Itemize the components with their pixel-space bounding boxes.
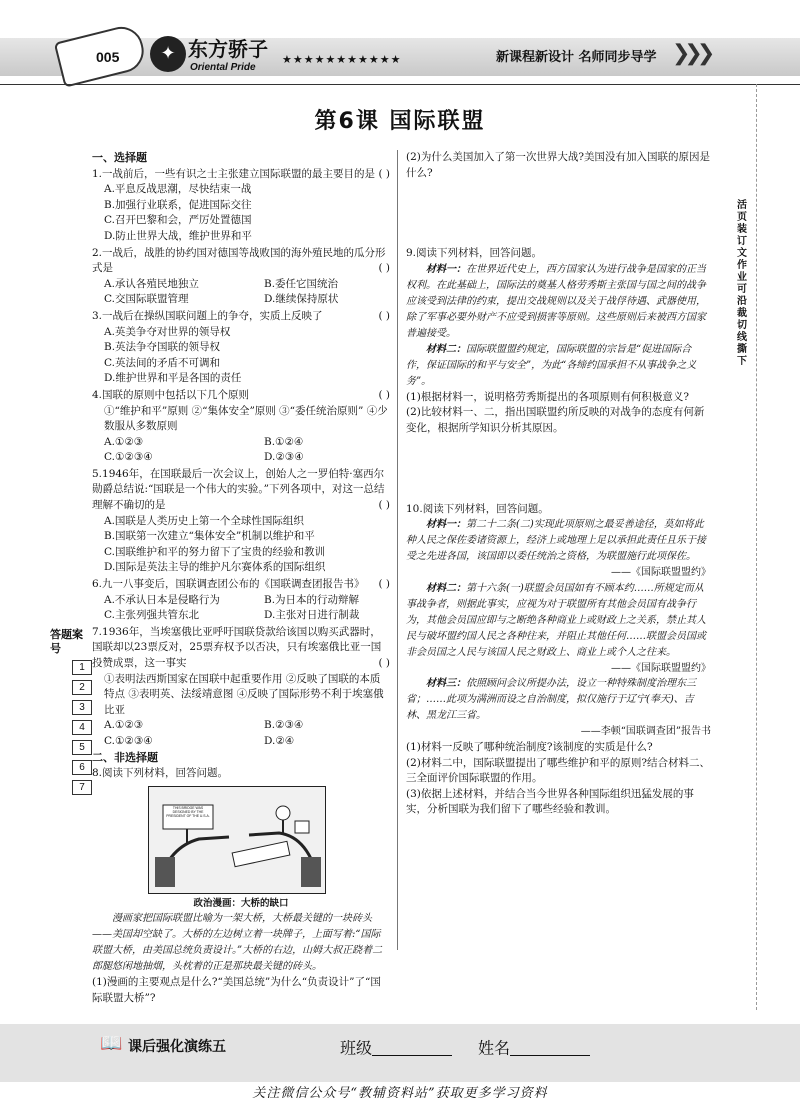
option: D.维护世界和平是各国的责任 (104, 372, 242, 385)
sub-question: (1)漫画的主要观点是什么?“美国总统”为什么“负责设计”了“国际联盟大桥”? (92, 976, 381, 1004)
answer-blank: ( ) (378, 578, 390, 591)
option: B.①②④ (264, 435, 304, 448)
option: D.防止世界大战，维护世界和平 (104, 229, 252, 242)
wechat-note: 关注微信公众号“教辅资料站”获取更多学习资料 (252, 1086, 548, 1101)
cut-line (756, 84, 757, 1010)
option: B.国联第一次建立“集体安全”机制以维护和平 (104, 530, 315, 543)
answer-space (406, 181, 711, 245)
material-label: 材料一： (426, 519, 466, 531)
question-stem: 10.阅读下列材料，回答问题。 (406, 502, 549, 515)
sub-question: (2)比较材料一、二，指出国联盟约所反映的对战争的态度有何新变化，根据所学知识分析其原因。 (406, 406, 705, 434)
option: A.平息反战思潮，尽快结束一战 (104, 183, 252, 196)
option: C.①②③④ (104, 734, 153, 747)
question-9 (406, 246, 711, 436)
material-text: 依照顾问会议所提办法，设立一种特殊制度治理东三省；……此项为满洲而设之自治制度，拟仅施行于辽宁(奉天)、吉林、黑龙江三省。 (406, 678, 696, 722)
question-stem: 6.九一八事变后，国联调查团公布的《国联调查团报告书》 (92, 578, 365, 591)
header-rule (0, 84, 800, 85)
option: A.国联是人类历史上第一个全球性国际组织 (104, 514, 304, 527)
brand-name: 东方骄子 (188, 37, 268, 61)
question-stem: 3.一战后在操纵国联问题上的争夺，实质上反映了 (92, 309, 323, 322)
question-stem: 5.1946年，在国联最后一次会议上，创始人之一罗伯特·塞西尔勋爵总结说:“国联是一个伟大的实验。”下列各项中，对这一总结理解不确切的是 (92, 467, 385, 512)
header-slogan: 新课程新设计 名师同步导学 (496, 50, 657, 65)
book-icon: 📖 (100, 1033, 123, 1054)
option: B.英法争夺国联的领导权 (104, 341, 221, 354)
material-source: ——《国际联盟盟约》 (611, 567, 711, 579)
column-divider (397, 150, 398, 950)
question-3 (92, 309, 390, 387)
star-row: ★★★★★★★★★★★ (282, 53, 402, 66)
material-label: 材料二： (426, 343, 466, 355)
option: A.承认各殖民地独立 (104, 277, 199, 290)
question-2 (92, 246, 390, 308)
option: A.①②③ (104, 435, 144, 448)
bridge-cartoon-illustration (149, 787, 326, 894)
question-items: ①“维护和平”原则 ②“集体安全”原则 ③“委任统治原则” ④少数服从多数原则 (104, 404, 388, 433)
question-items: ①表明法西斯国家在国联中起重要作用 ②反映了国联的本质特点 ③表明英、法绥靖意图 ④反映了国际形势不利于埃塞俄比亚 (104, 672, 384, 716)
brand-logo-icon: ✦ (150, 36, 186, 72)
question-7 (92, 625, 390, 750)
material-text: 第十六条(一)联盟会员国如有不顾本约……所规定而从事战争者，则据此事实，应视为对于联盟所有其他会员国有战争行为，其他会员国应即与之断绝各种商业上或财政上之关系，禁止其人民与破坏盟约国人民之各种往来，并阻止其他任何……联盟会员国或非会员国之人民与该国人民之财政上、商业上或个人之往来。 (406, 582, 706, 658)
name-underline[interactable] (510, 1040, 590, 1056)
option: C.主张列强共管东北 (104, 609, 199, 622)
answer-box[interactable]: 1 (72, 660, 92, 675)
sub-question: (1)根据材料一，说明格劳秀斯提出的各项原则有何积极意义? (406, 390, 690, 403)
material-text: 国际联盟盟约规定，国际联盟的宗旨是“促进国际合作，保证国际的和平与安全”，为此“各缔约国承担不从事战争之义务”。 (406, 343, 697, 387)
answer-blank: ( ) (378, 499, 390, 512)
option: A.不承认日本是侵略行为 (104, 593, 220, 606)
class-underline[interactable] (372, 1040, 452, 1056)
question-10 (406, 502, 711, 818)
political-cartoon (148, 786, 326, 894)
answer-blank: ( ) (378, 388, 390, 401)
question-5 (92, 467, 390, 576)
left-column (92, 150, 390, 1007)
material-source: ——《国际联盟盟约》 (611, 662, 711, 674)
option: B.为日本的行动辩解 (264, 593, 360, 606)
sub-question: (3)依据上述材料，并结合当今世界各种国际组织迅猛发展的事实，分析国联为我们留下了哪些经验和教训。 (406, 787, 694, 816)
question-1 (92, 167, 390, 245)
answer-blank: ( ) (378, 262, 390, 275)
option: D.主张对日进行制裁 (264, 609, 360, 622)
section-heading-nonchoice: 二、非选择题 (92, 750, 158, 764)
answer-box[interactable]: 6 (72, 760, 92, 775)
material-text: 在世界近代史上，西方国家认为进行战争是国家的正当权利。在此基础上，国际法的奠基人格劳秀斯主张国与国之间的战争应该受到法律的约束，提出交战规则以及关于战俘待遇、武器使用，除了军事必要外财产不应受到损害等原则。这些原则后来被西方国家普遍接受。 (406, 263, 706, 339)
option: D.②③④ (264, 451, 304, 464)
option: B.加强行业联系，促进国际交往 (104, 198, 252, 211)
question-6 (92, 577, 390, 624)
right-column (406, 150, 711, 818)
question-stem: 8.阅读下列材料，回答问题。 (92, 767, 229, 780)
cartoon-sign-text: THIS BRIDGE WAS DESIGNED BY THE PRESIDENT OF THE U.S.A. (166, 805, 210, 818)
question-stem: 9.阅读下列材料，回答问题。 (406, 247, 543, 260)
option: D.国际是英法主导的维护凡尔赛体系的国际组织 (104, 561, 326, 574)
name-label: 姓名 (478, 1038, 511, 1058)
question-8 (92, 766, 390, 1006)
answer-blank: ( ) (378, 309, 390, 322)
answer-blank: ( ) (378, 657, 390, 669)
answer-box[interactable]: 3 (72, 700, 92, 715)
option: A.英美争夺对世界的领导权 (104, 325, 231, 338)
material-label: 材料一： (426, 263, 466, 275)
name-field[interactable] (478, 1040, 590, 1056)
answer-grid-title: 答题案号 (50, 628, 83, 655)
question-stem: 7.1936年，当埃塞俄比亚呼吁国联贷款给该国以购买武器时，国联却以23票反对，25票弃权予以否决，只有埃塞俄比亚一国投赞成票，这一事实 (92, 625, 382, 669)
option: B.委任它国统治 (264, 277, 339, 290)
question-stem: 1.一战前后，一些有识之士主张建立国际联盟的最主要目的是 (92, 167, 376, 180)
material-text: 漫画家把国际联盟比喻为一架大桥，大桥最关键的一块砖头——美国却空缺了。大桥的左边树立着一块牌子，上面写着:“国际联盟大桥，由美国总统负责设计。”大桥的右边，山姆大叔正跷着二郎腿悠闲地抽烟，头枕着的正是那块最关键的砖头。 (92, 913, 383, 973)
option: B.②③④ (264, 719, 304, 732)
option: C.国联维护和平的努力留下了宝贵的经验和教训 (104, 545, 325, 558)
sub-question: (2)材料二中，国际联盟提出了哪些维护和平的原则?结合材料二、三全面评价国际联盟的作用。 (406, 756, 711, 785)
answer-box[interactable]: 2 (72, 680, 92, 695)
answer-box[interactable]: 7 (72, 780, 92, 795)
section-heading-choice: 一、选择题 (92, 151, 147, 164)
option: D.②④ (264, 734, 295, 747)
option: C.召开巴黎和会，严厉处置德国 (104, 214, 252, 227)
page-number: 005 (96, 49, 120, 65)
material-label: 材料二： (426, 582, 466, 594)
option: D.继续保持原状 (264, 293, 339, 306)
answer-blank: ( ) (378, 167, 390, 180)
sub-question: (2)为什么美国加入了第一次世界大战?美国没有加入国联的原因是什么? (406, 151, 711, 179)
binding-note: 活页装订 文作业可沿裁切线撕下 (737, 200, 747, 367)
page-title: 第6课 国际联盟 (314, 109, 486, 134)
chevron-right-icon: ❯❯❯ (672, 41, 710, 66)
brand-name-en: Oriental Pride (190, 62, 256, 73)
option: C.英法间的矛盾不可调和 (104, 356, 220, 369)
question-4 (92, 388, 390, 466)
option: C.①②③④ (104, 451, 153, 464)
footer-section-title: 课后强化演练五 (128, 1039, 226, 1055)
class-label: 班级 (340, 1038, 373, 1058)
answer-space (406, 437, 711, 501)
option: A.①②③ (104, 719, 144, 732)
question-stem: 2.一战后，战胜的协约国对德国等战败国的海外殖民地的瓜分形式是 (92, 246, 386, 275)
material-text: 第二十二条(二)实现此项原则之最妥善途径，莫如将此种人民之保佐委诸资源上，经济上或地理上足以承担此责任且乐于接受之先进各国，该国即以委任统治之资格，为联盟施行此项保佐。 (406, 519, 706, 563)
question-stem: 4.国联的原则中包括以下几个原则 (92, 388, 250, 401)
material-label: 材料三： (426, 678, 466, 690)
sub-question: (1)材料一反映了哪种统治制度?该制度的实质是什么? (406, 740, 653, 753)
option: C.交国际联盟管理 (104, 293, 189, 306)
cartoon-caption: 政治漫画：大桥的缺口 (193, 897, 289, 909)
class-field[interactable] (340, 1040, 452, 1056)
material-source: ——李顿“国联调查团”报告书 (580, 726, 711, 738)
answer-box[interactable]: 5 (72, 740, 92, 755)
answer-box[interactable]: 4 (72, 720, 92, 735)
